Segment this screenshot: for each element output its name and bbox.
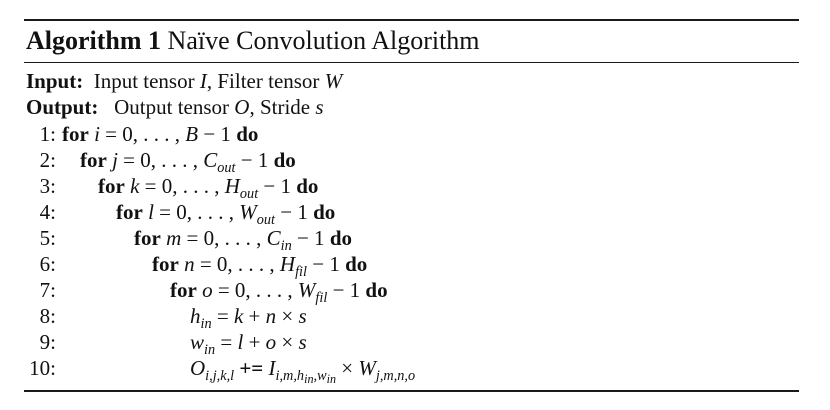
- line-number: 2:: [39, 148, 56, 172]
- line-number: 10:: [29, 356, 56, 380]
- algorithm-name: Naïve Convolution Algorithm: [167, 26, 480, 55]
- line-code: for o = 0, . . . , $W_{fil} - 1$ do: [170, 278, 388, 306]
- line-code: $O_{i,j,k,l} += I_{i,m,h_{in},w_{in}} \times W_{j,m,n,o}$: [190, 356, 416, 387]
- input-spec: [26, 68, 342, 94]
- output-label: Output:: [26, 95, 99, 119]
- algorithm-label: Algorithm 1: [26, 26, 162, 55]
- input-label: Input:: [26, 69, 84, 93]
- line-code: $w_{in} = l + o \times s$: [190, 330, 307, 358]
- line-code: for i = 0, . . . , B − 1 do: [62, 122, 259, 146]
- output-text: Output tensor O, Stride s: [103, 95, 324, 119]
- line-number: 8:: [39, 304, 56, 328]
- line-number: 5:: [39, 226, 56, 250]
- bottom-rule: [24, 390, 799, 392]
- line-number: 9:: [39, 330, 56, 354]
- line-number: 1:: [39, 122, 56, 146]
- input-text: Input tensor I, Filter tensor W: [88, 69, 343, 93]
- line-code: for j = 0, . . . , $C_{out} - 1$ do: [80, 148, 296, 176]
- line-number: 7:: [39, 278, 56, 302]
- top-rule: [24, 19, 799, 21]
- line-code: $h_{in} = k + n \times s$: [190, 304, 307, 332]
- line-number: 3:: [39, 174, 56, 198]
- line-code: for k = 0, . . . , $H_{out} - 1$ do: [98, 174, 319, 202]
- line-code: for l = 0, . . . , $W_{out} - 1$ do: [116, 200, 336, 228]
- title-rule: [24, 62, 799, 63]
- line-code: for n = 0, . . . , $H_{fil} - 1$ do: [152, 252, 368, 280]
- algorithm-title: [26, 24, 480, 58]
- output-spec: [26, 94, 324, 120]
- line-number: 4:: [39, 200, 56, 224]
- line-code: for m = 0, . . . , $C_{in} - 1$ do: [134, 226, 352, 254]
- line-number: 6:: [39, 252, 56, 276]
